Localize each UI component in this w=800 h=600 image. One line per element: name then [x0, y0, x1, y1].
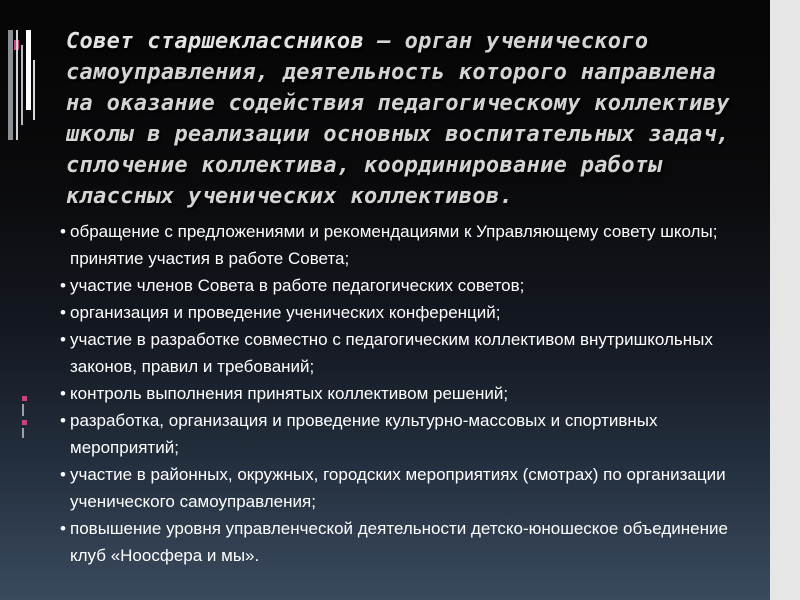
list-item: • участие в районных, окружных, городских мероприятиях (смотрах) по организации ученического самоуправления;: [60, 461, 760, 515]
list-item: • обращение с предложениями и рекомендациями к Управляющему совету школы; принятие участия в работе Совета;: [60, 218, 760, 272]
slide-title: [66, 26, 746, 232]
list-item: • разработка, организация и проведение культурно-массовых и спортивных мероприятий;: [60, 407, 760, 461]
responsibilities-list: [60, 218, 760, 569]
title-emphasis: Совет старшеклассников: [66, 29, 364, 54]
list-item: • повышение уровня управленческой деятельности детско-юношеское объединение клуб «Ноосфера и мы».: [60, 515, 760, 569]
slide-border: [770, 0, 800, 600]
slide-decoration: [8, 0, 42, 600]
list-item: • контроль выполнения принятых коллективом решений;: [60, 380, 760, 407]
title-text: – орган ученического самоуправления, деятельность которого направлена на оказание содействия педагогическому коллективу школы в реализации основных воспитательных задач, сплочение коллектива, координирование работы классных ученических коллективов.: [66, 29, 730, 209]
list-item: • участие членов Совета в работе педагогических советов;: [60, 272, 760, 299]
list-item: • участие в разработке совместно с педагогическим коллективом внутришкольных законов, правил и требований;: [60, 326, 760, 380]
list-item: • организация и проведение ученических конференций;: [60, 299, 760, 326]
